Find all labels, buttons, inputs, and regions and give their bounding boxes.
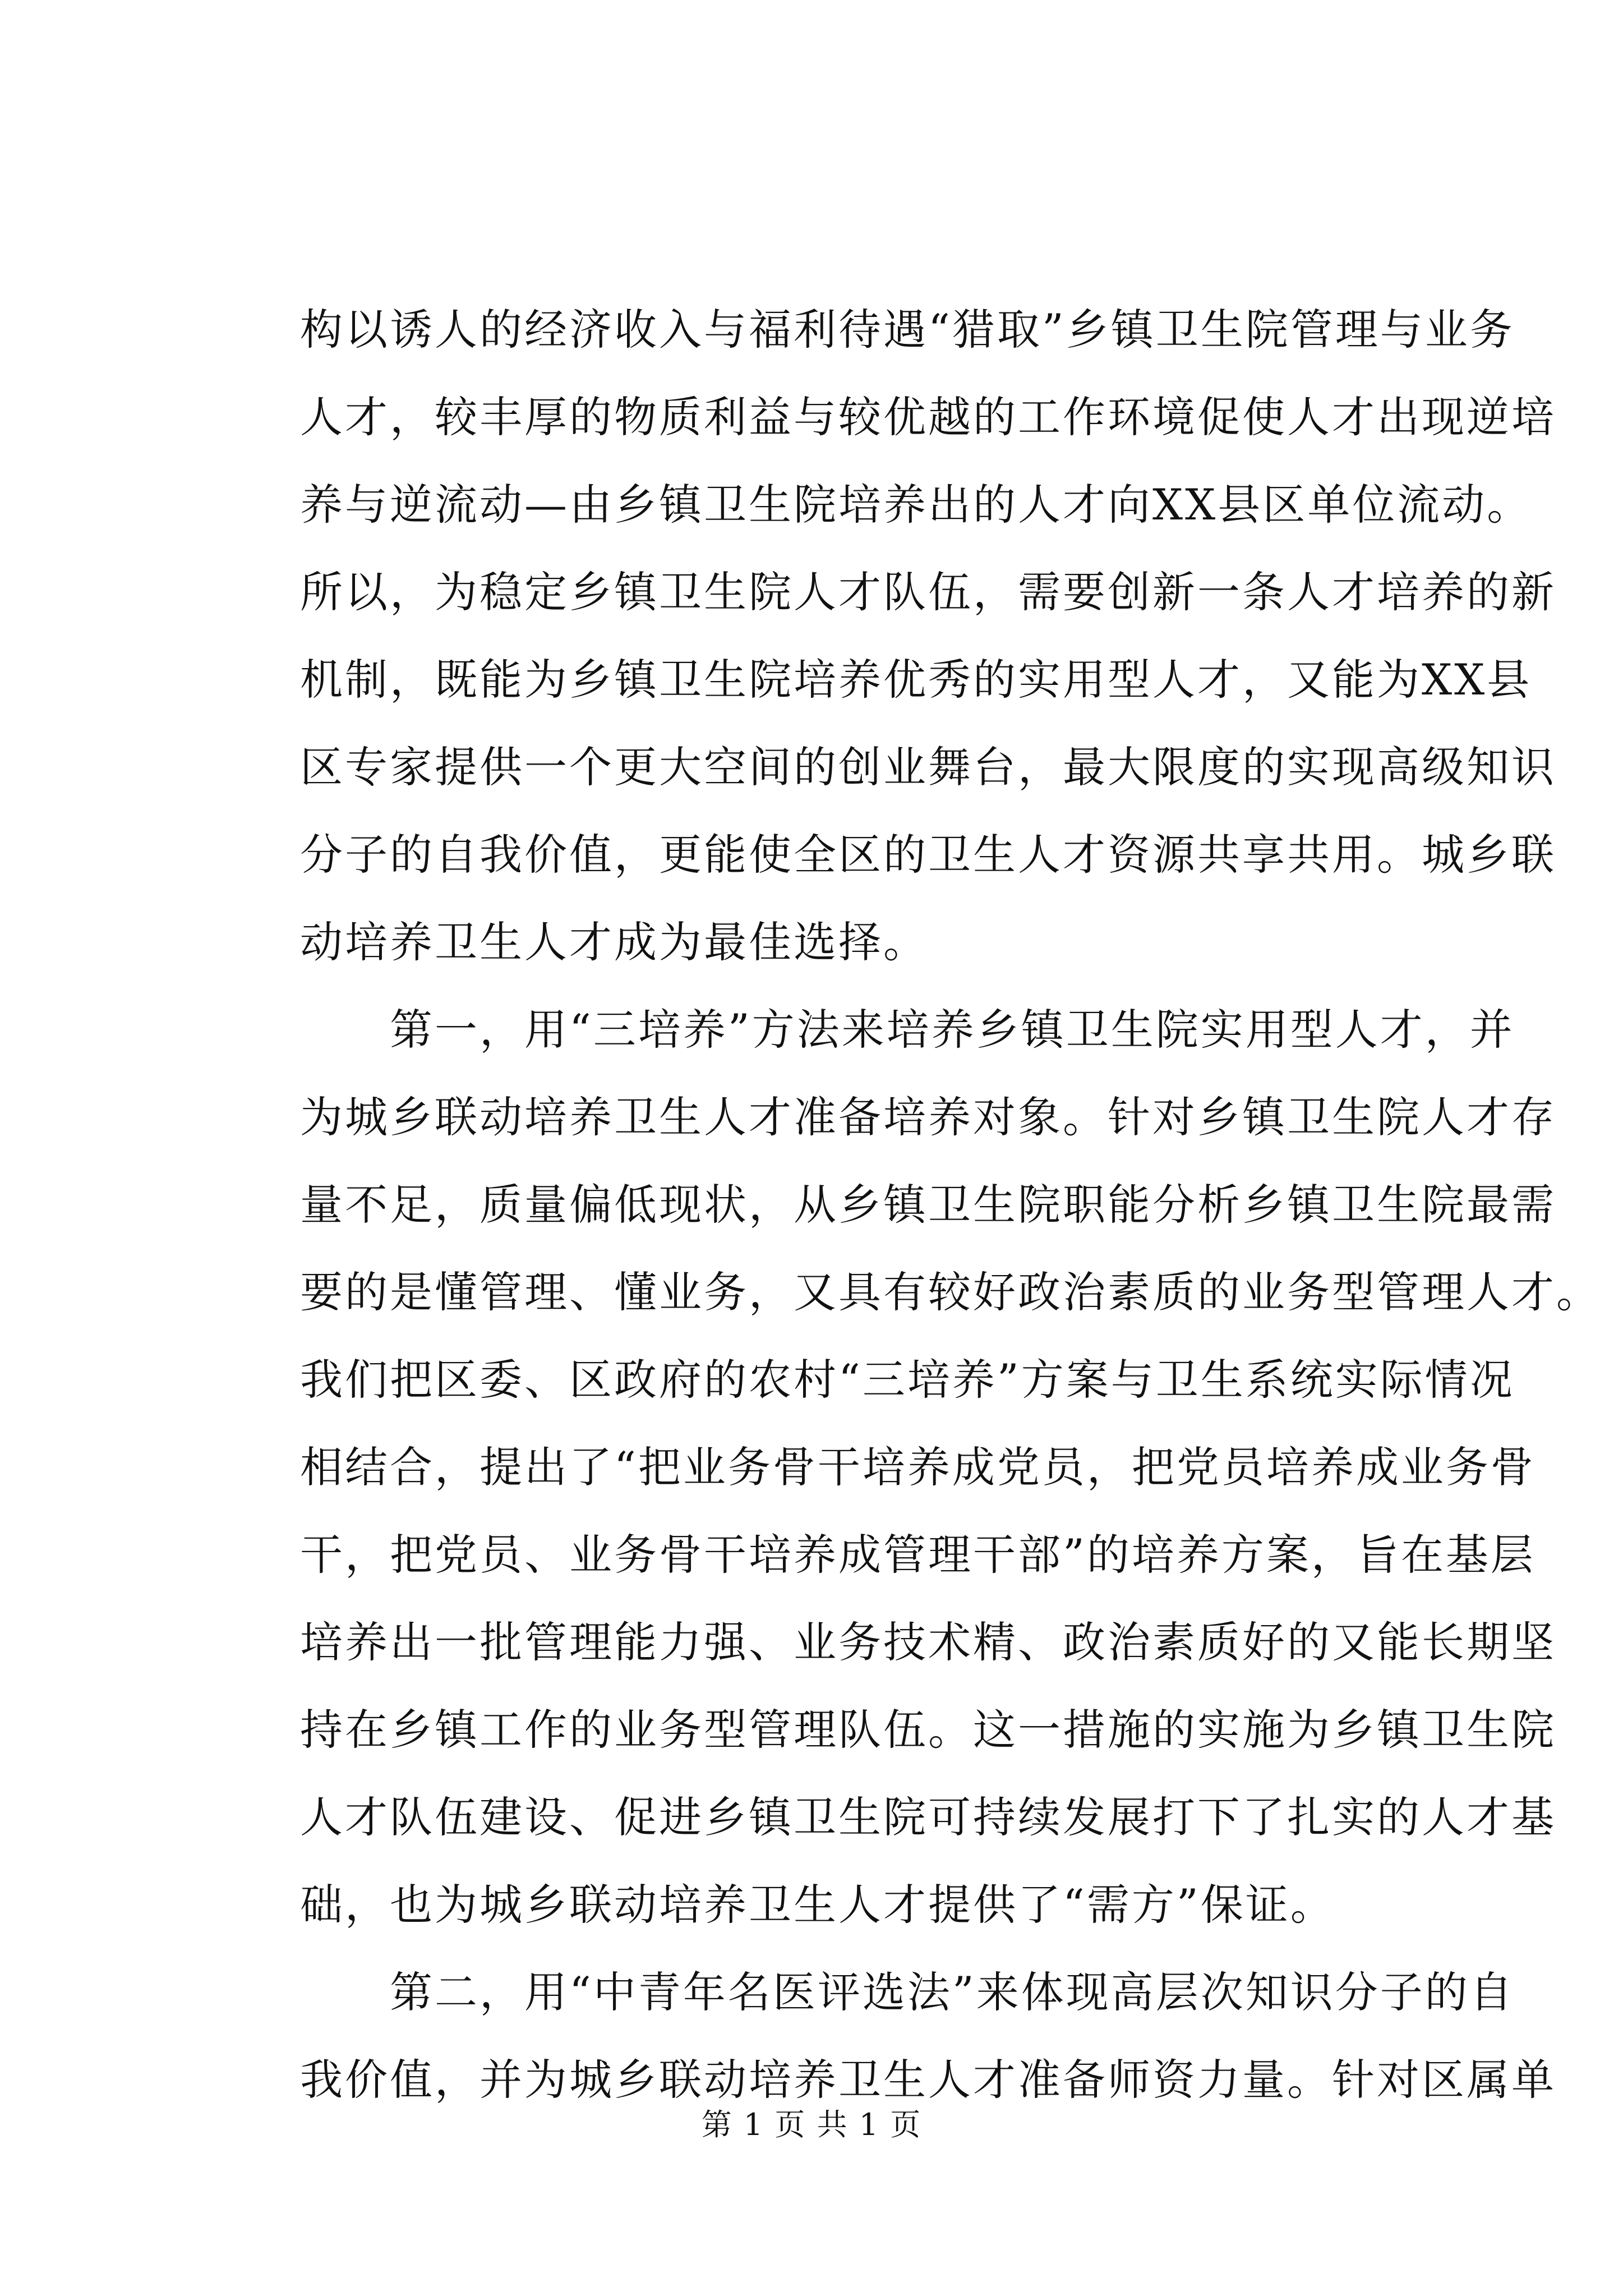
text-line: 人才队伍建设、促进乡镇卫生院可持续发展打下了扎实的人才基	[300, 1792, 1556, 1842]
text-line: 我们把区委、区政府的农村“三培养”方案与卫生系统实际情况	[300, 1355, 1515, 1405]
text-line: 养与逆流动—由乡镇卫生院培养出的人才向XX县区单位流动。	[300, 480, 1532, 530]
text-line: 为城乡联动培养卫生人才准备培养对象。针对乡镇卫生院人才存	[300, 1092, 1556, 1142]
document-body	[300, 286, 1601, 2124]
text-line: 培养出一批管理能力强、业务技术精、政治素质好的又能长期坚	[300, 1617, 1556, 1667]
text-line: 机制，既能为乡镇卫生院培养优秀的实用型人才，又能为XX县	[300, 655, 1532, 705]
text-line: 动培养卫生人才成为最佳选择。	[300, 917, 928, 967]
text-line: 持在乡镇工作的业务型管理队伍。这一措施的实施为乡镇卫生院	[300, 1705, 1556, 1755]
paragraph-start-line: 第二，用“中青年名医评选法”来体现高层次知识分子的自	[300, 1967, 1515, 2017]
text-line: 所以，为稳定乡镇卫生院人才队伍，需要创新一条人才培养的新	[300, 567, 1556, 617]
page-footer	[0, 2102, 1623, 2147]
text-line: 础，也为城乡联动培养卫生人才提供了“需方”保证。	[300, 1880, 1335, 1930]
text-line: 我价值，并为城乡联动培养卫生人才准备师资力量。针对区属单	[300, 2055, 1556, 2105]
text-line: 量不足，质量偏低现状，从乡镇卫生院职能分析乡镇卫生院最需	[300, 1180, 1556, 1230]
text-line: 区专家提供一个更大空间的创业舞台，最大限度的实现高级知识	[300, 742, 1556, 792]
page-number-label: 第 1 页 共 1 页	[701, 2107, 922, 2142]
paragraph-start-line: 第一，用“三培养”方法来培养乡镇卫生院实用型人才，并	[300, 1005, 1515, 1055]
text-line: 构以诱人的经济收入与福利待遇“猎取”乡镇卫生院管理与业务	[300, 305, 1515, 355]
text-line: 人才，较丰厚的物质利益与较优越的工作环境促使人才出现逆培	[300, 392, 1556, 442]
text-line: 分子的自我价值，更能使全区的卫生人才资源共享共用。城乡联	[300, 830, 1556, 880]
text-line: 干，把党员、业务骨干培养成管理干部”的培养方案，旨在基层	[300, 1530, 1536, 1580]
text-line: 相结合，提出了“把业务骨干培养成党员，把党员培养成业务骨	[300, 1442, 1536, 1492]
text-line: 要的是懂管理、懂业务，又具有较好政治素质的业务型管理人才。	[300, 1267, 1601, 1317]
